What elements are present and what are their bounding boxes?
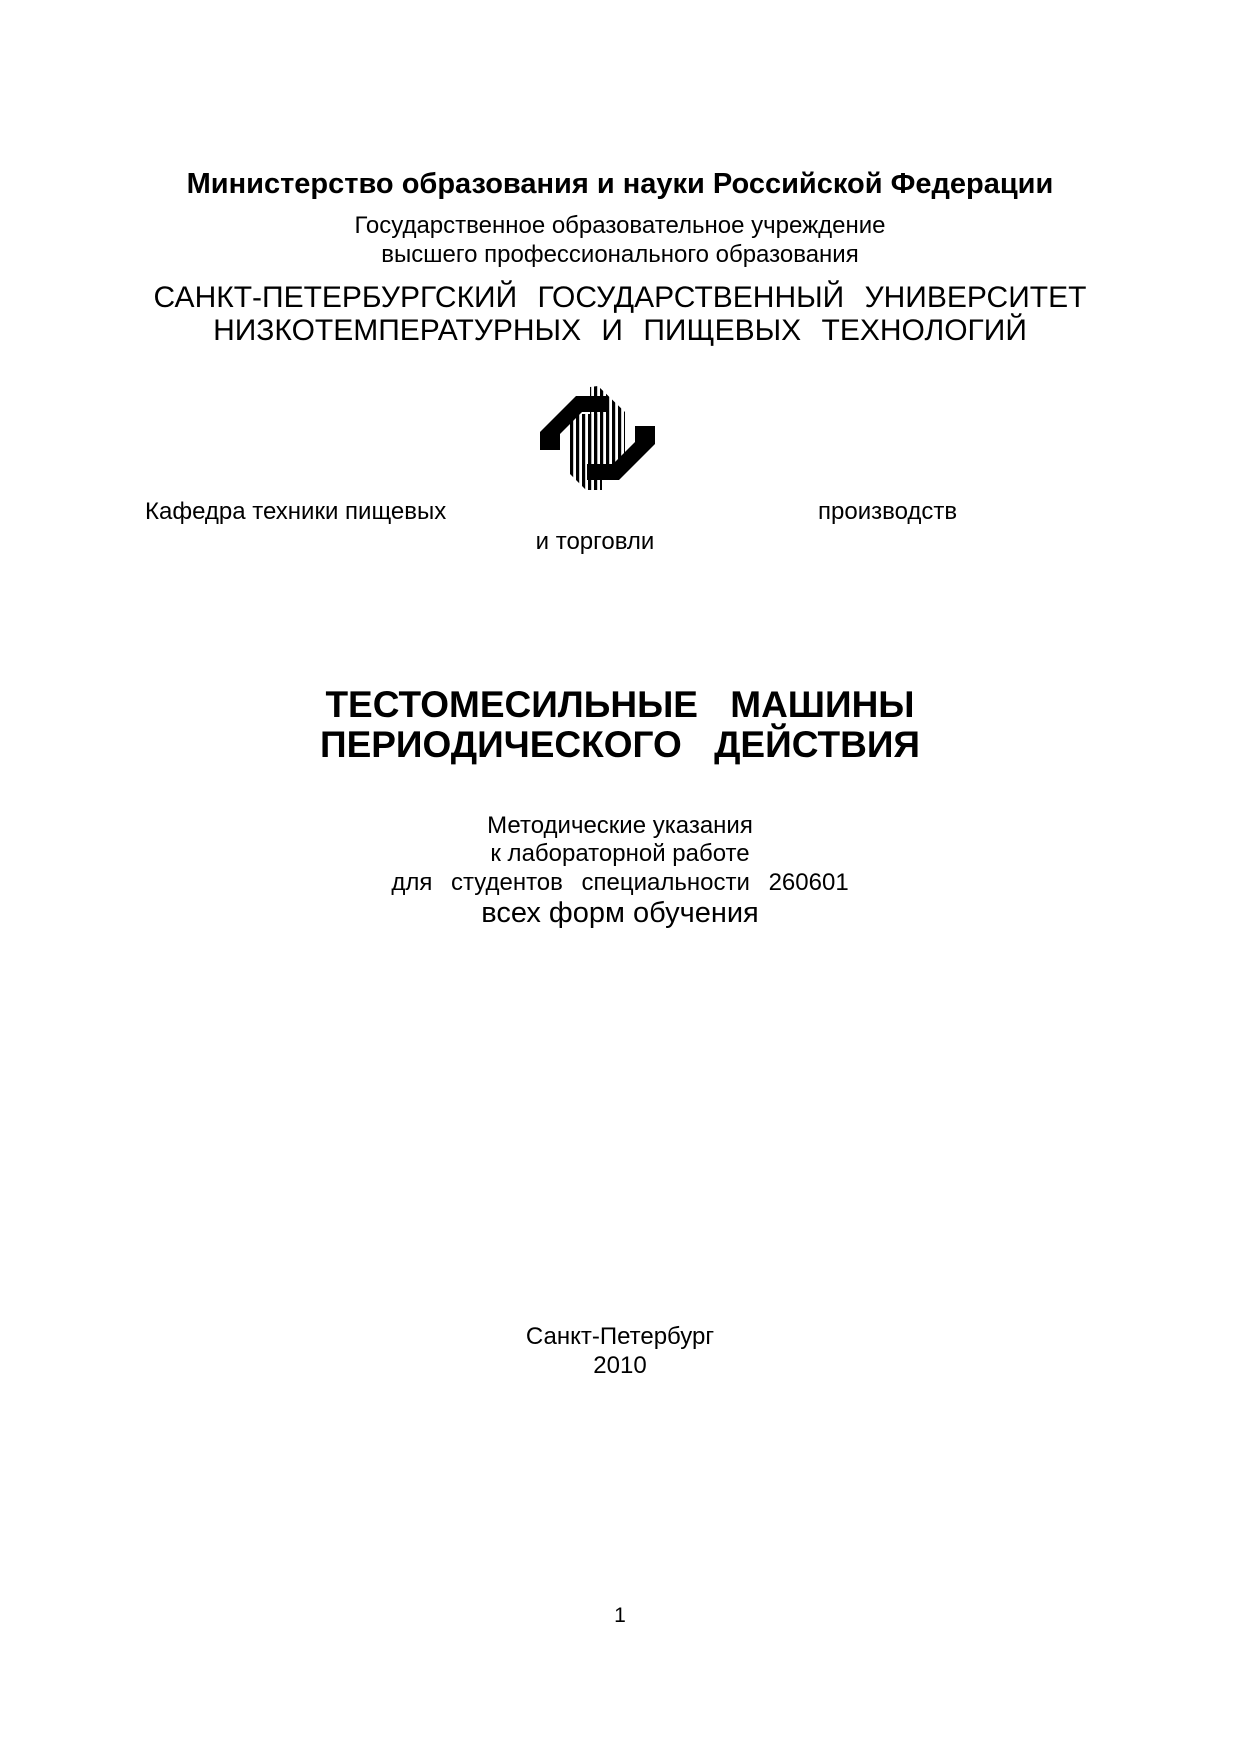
document-title-line-2: ПЕРИОДИЧЕСКОГО ДЕЙСТВИЯ <box>319 724 921 765</box>
university-emblem-icon <box>540 386 655 491</box>
university-name-line-2: НИЗКОТЕМПЕРАТУРНЫХ И ПИЩЕВЫХ ТЕХНОЛОГИЙ <box>213 314 1027 347</box>
publication-city: Санкт-Петербург <box>525 1323 715 1350</box>
subtitle-line-4: всех форм обучения <box>481 897 759 929</box>
university-name-line-1: САНКТ-ПЕТЕРБУРГСКИЙ ГОСУДАРСТВЕННЫЙ УНИВЕРСИТЕТ <box>153 281 1087 314</box>
department-name-part-2: производств <box>818 498 958 525</box>
department-name-part-1: Кафедра техники пищевых <box>145 498 447 525</box>
document-title-line-1: ТЕСТОМЕСИЛЬНЫЕ МАШИНЫ <box>325 684 915 725</box>
page-number: 1 <box>614 1604 626 1627</box>
publication-year: 2010 <box>593 1352 647 1379</box>
subtitle-line-2: к лабораторной работе <box>490 840 750 867</box>
subtitle-line-3: для студентов специальности 260601 <box>391 869 849 896</box>
ministry-heading: Министерство образования и науки Российской Федерации <box>186 168 1054 200</box>
institution-line-2: высшего профессионального образования <box>381 241 859 268</box>
department-name-part-3: и торговли <box>535 528 655 555</box>
subtitle-line-1: Методические указания <box>487 812 753 839</box>
institution-line-1: Государственное образовательное учреждение <box>354 212 886 239</box>
